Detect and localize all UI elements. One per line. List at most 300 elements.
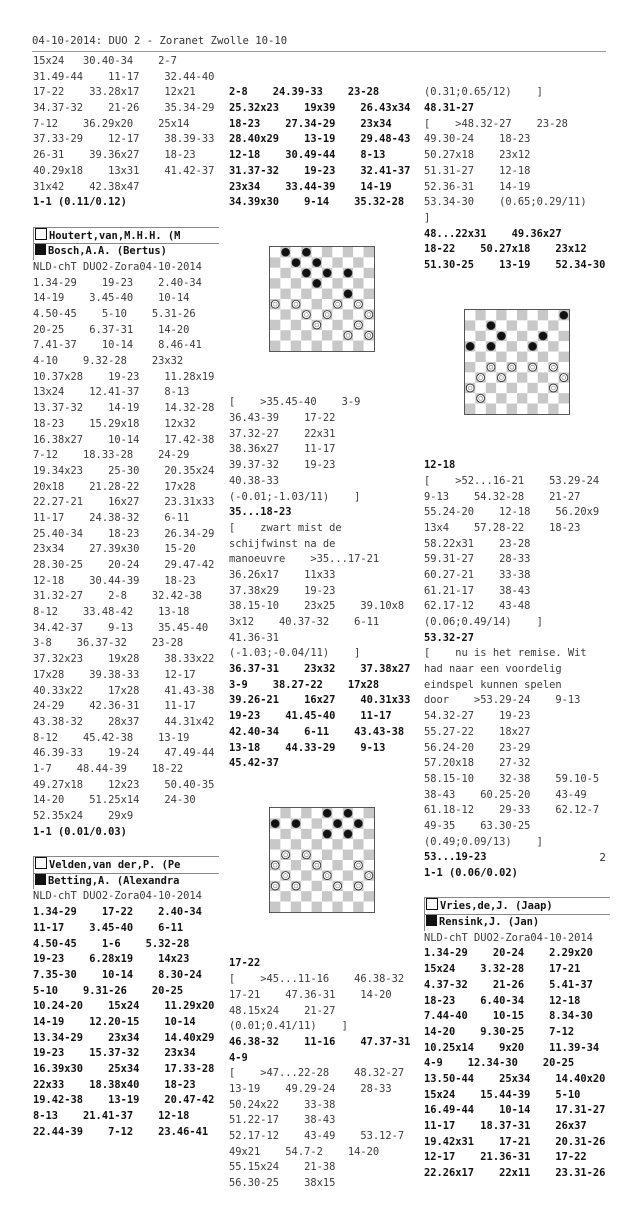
move-line <box>229 1019 415 1035</box>
line-text: 48.31-27 <box>424 102 475 115</box>
light-square <box>291 871 301 881</box>
light-square <box>364 299 374 309</box>
white-piece <box>292 301 300 309</box>
black-square-icon <box>35 244 46 255</box>
dark-square <box>364 829 374 839</box>
move-line <box>229 972 415 988</box>
light-square <box>364 258 374 268</box>
line-text: 40.29x18 13x31 41.42-37 <box>33 164 215 177</box>
move-line <box>424 117 610 133</box>
move-line <box>229 709 415 725</box>
line-text: 40.38-33 <box>229 474 280 487</box>
line-text: (0.31;0.65/12) ] <box>424 86 543 99</box>
move-line <box>229 568 415 584</box>
dark-square <box>486 383 496 393</box>
line-text: 19-23 41.45-40 11-17 <box>229 710 392 723</box>
dark-square <box>353 279 363 289</box>
light-square <box>343 902 353 912</box>
line-text: 3-8 36.37-32 23-28 <box>33 637 184 650</box>
light-square <box>353 808 363 818</box>
column-2 <box>229 54 415 1207</box>
move-line <box>33 433 219 449</box>
line-text: NLD-chT DUO2-Zora04-10-2014 <box>424 931 593 944</box>
light-square <box>507 372 517 382</box>
dark-square <box>465 320 475 330</box>
dark-square <box>332 279 342 289</box>
black-piece <box>271 820 279 828</box>
light-square <box>475 341 485 351</box>
move-line <box>229 148 415 164</box>
light-square <box>465 393 475 403</box>
move-line <box>424 164 610 180</box>
line-text: 1-1 (0.06/0.02) <box>424 867 518 880</box>
move-line <box>33 937 219 953</box>
light-square <box>312 289 322 299</box>
move-line <box>424 615 610 631</box>
move-line <box>33 1046 219 1062</box>
move-line <box>424 1041 610 1057</box>
line-text: 13x24 12.41-37 8-13 <box>33 386 190 399</box>
move-line <box>33 984 219 1000</box>
white-piece <box>354 321 362 329</box>
light-square <box>280 819 290 829</box>
dark-square <box>312 299 322 309</box>
line-text: 51.31-27 12-18 <box>424 164 531 177</box>
move-line <box>424 772 610 788</box>
light-square <box>291 808 301 818</box>
light-square <box>301 299 311 309</box>
line-text: 5-10 9.31-26 20-25 <box>33 984 184 997</box>
light-square <box>270 892 280 902</box>
move-line <box>33 527 219 543</box>
move-line <box>229 725 415 741</box>
black-piece <box>344 269 352 277</box>
move-line <box>229 1066 415 1082</box>
move-line <box>424 552 610 568</box>
move-line <box>424 962 610 978</box>
line-text: 17-22 33.28x17 12x21 <box>33 86 196 99</box>
light-square <box>332 871 342 881</box>
dark-square <box>332 320 342 330</box>
line-text: 52.17-12 43-49 53.12-7 <box>229 1130 405 1142</box>
move-line <box>424 458 610 474</box>
light-square <box>353 829 363 839</box>
light-square <box>301 279 311 289</box>
line-text: 17x28 39.38-33 12-17 <box>33 668 196 681</box>
player-white <box>33 227 219 244</box>
line-text: 13.50-44 25x34 14.40x20 <box>424 1072 606 1085</box>
light-square <box>291 310 301 320</box>
light-square <box>517 383 527 393</box>
black-piece <box>497 332 505 340</box>
dark-square <box>270 258 280 268</box>
black-piece <box>539 332 547 340</box>
move-line <box>424 931 610 947</box>
white-square-icon <box>35 857 47 869</box>
dark-square <box>343 247 353 257</box>
line-text: 4-10 9.32-28 23x32 <box>33 355 184 368</box>
move-line <box>33 85 219 101</box>
dark-square <box>538 352 548 362</box>
line-text: 7.41-37 10-14 8.46-41 <box>33 339 202 352</box>
light-square <box>559 341 569 351</box>
light-square <box>343 299 353 309</box>
line-text: [ nu is het remise. Wit <box>424 647 587 660</box>
black-piece <box>292 820 300 828</box>
light-square <box>332 289 342 299</box>
move-line <box>424 1135 610 1151</box>
line-text: 19.34x23 25-30 20.35x24 <box>33 464 215 477</box>
move-line <box>33 401 219 417</box>
dark-square <box>280 829 290 839</box>
move-line <box>229 1113 415 1129</box>
move-line <box>229 458 415 474</box>
line-text: 53.34-30 (0.65;0.29/11) <box>424 196 587 209</box>
move-line <box>33 417 219 433</box>
line-text: manoeuvre >35...17-21 <box>229 553 380 566</box>
white-piece <box>477 395 485 403</box>
light-square <box>332 829 342 839</box>
move-line <box>33 1062 219 1078</box>
line-text: 58.15-10 32-38 59.10-5 <box>424 772 600 785</box>
line-text: 43.38-32 28x37 44.31x42 <box>33 715 215 728</box>
light-square <box>559 383 569 393</box>
light-square <box>559 362 569 372</box>
line-text: 34.42-37 9-13 35.45-40 <box>33 621 209 634</box>
light-square <box>301 902 311 912</box>
line-text: 11-17 18.37-31 26x37 <box>424 1120 587 1133</box>
dark-square <box>280 892 290 902</box>
move-line <box>424 1025 610 1041</box>
moves-block-2b <box>229 395 415 772</box>
move-line <box>424 741 610 757</box>
light-square <box>301 341 311 351</box>
light-square <box>291 850 301 860</box>
line-text: 55.27-22 18x27 <box>424 725 531 738</box>
light-square <box>280 279 290 289</box>
move-line <box>229 427 415 443</box>
dark-square <box>507 383 517 393</box>
move-line <box>33 778 219 794</box>
line-text: 36.43-39 17-22 <box>229 412 336 425</box>
light-square <box>322 279 332 289</box>
move-line <box>33 101 219 117</box>
light-square <box>280 258 290 268</box>
light-square <box>486 393 496 403</box>
light-square <box>343 881 353 891</box>
line-text: NLD-chT DUO2-Zora04-10-2014 <box>33 890 202 903</box>
line-text: 8-12 33.48-42 13-18 <box>33 606 190 619</box>
move-line <box>424 537 610 553</box>
line-text: 52.35x24 29x9 <box>33 810 134 822</box>
dark-square <box>270 279 280 289</box>
moves-block-2a <box>229 85 415 211</box>
line-text: 40.33x22 17x28 41.43-38 <box>33 684 215 697</box>
light-square <box>364 320 374 330</box>
moves-block-3b <box>424 458 610 1182</box>
dark-square <box>332 902 342 912</box>
dark-square <box>291 320 301 330</box>
dark-square <box>332 860 342 870</box>
line-text: ] <box>424 211 431 224</box>
line-text: 50.24x22 33-38 <box>229 1098 336 1111</box>
line-text: [ >48.32-27 23-28 <box>424 117 568 130</box>
light-square <box>486 372 496 382</box>
light-square <box>280 840 290 850</box>
line-text: 14-19 12.20-15 10-14 <box>33 1015 196 1028</box>
dark-square <box>517 352 527 362</box>
move-line <box>33 370 219 386</box>
move-line <box>424 866 610 882</box>
move-line <box>33 1031 219 1047</box>
light-square <box>559 320 569 330</box>
line-text: 4-9 12.34-30 20-25 <box>424 1057 575 1070</box>
white-piece <box>354 862 362 870</box>
line-text: 15x24 3.32-28 17-21 <box>424 963 581 976</box>
move-line <box>33 762 219 778</box>
light-square <box>270 829 280 839</box>
dark-square <box>548 404 558 414</box>
black-square-icon <box>426 915 437 926</box>
light-square <box>270 247 280 257</box>
light-square <box>548 393 558 403</box>
line-text: Velden,van der,P. (Pe <box>49 859 181 872</box>
light-square <box>364 819 374 829</box>
dark-square <box>353 902 363 912</box>
line-text: eindspel kunnen spelen <box>424 678 562 691</box>
line-text: 49-35 63.30-25 <box>424 819 531 832</box>
light-square <box>548 331 558 341</box>
line-text: 7.35-30 10-14 8.30-24 <box>33 968 202 981</box>
move-line <box>424 1166 610 1182</box>
white-piece <box>497 374 505 382</box>
column-1 <box>33 54 219 1140</box>
dark-square <box>322 247 332 257</box>
line-text: 42.40-34 6-11 43.43-38 <box>229 725 405 738</box>
player-black <box>33 243 219 260</box>
white-piece <box>466 384 474 392</box>
move-line <box>424 994 610 1010</box>
dark-square <box>364 289 374 299</box>
line-text: (0.49;0.09/13) ] <box>424 835 543 848</box>
move-line <box>33 825 219 841</box>
light-square <box>364 860 374 870</box>
move-line <box>424 819 610 835</box>
line-text: 7-12 18.33-28 24-29 <box>33 449 190 462</box>
dark-square <box>507 404 517 414</box>
line-text: 23x34 27.39x30 15-20 <box>33 543 196 556</box>
move-line <box>424 835 610 851</box>
light-square <box>475 320 485 330</box>
line-text: 22.27-21 16x27 23.31x33 <box>33 496 215 509</box>
line-text: 1-1 (0.11/0.12) <box>33 196 127 209</box>
line-text: 31.49-44 11-17 32.44-40 <box>33 70 215 83</box>
move-line <box>33 164 219 180</box>
dark-square <box>343 310 353 320</box>
light-square <box>507 393 517 403</box>
line-text: 17-21 47.36-31 14-20 <box>229 988 392 1001</box>
move-line <box>229 117 415 133</box>
line-text: 60.27-21 33-38 <box>424 568 531 581</box>
black-piece <box>344 830 352 838</box>
dark-square <box>527 320 537 330</box>
light-square <box>332 310 342 320</box>
white-piece <box>344 332 352 340</box>
light-square <box>353 871 363 881</box>
moves-block-2c <box>229 956 415 1191</box>
move-line <box>229 132 415 148</box>
line-text: 1.34-29 17-22 2.40-34 <box>33 906 202 919</box>
line-text: 13x4 57.28-22 18-23 <box>424 521 581 534</box>
light-square <box>291 829 301 839</box>
move-line <box>424 693 610 709</box>
dark-square <box>301 871 311 881</box>
light-square <box>527 331 537 341</box>
line-text: 20x18 21.28-22 17x28 <box>33 480 196 493</box>
light-square <box>332 268 342 278</box>
line-text: 34.39x30 9-14 35.32-28 <box>229 196 405 209</box>
line-text: 31.32-27 2-8 32.42-38 <box>33 590 202 603</box>
line-text: 7-12 36.29x20 25x14 <box>33 117 190 130</box>
move-line <box>33 323 219 339</box>
dark-square <box>353 258 363 268</box>
move-line <box>424 568 610 584</box>
line-text: schijfwinst na de <box>229 537 336 550</box>
dark-square <box>280 310 290 320</box>
line-text: 11-17 3.45-40 6-11 <box>33 921 184 934</box>
line-text: 1.34-29 20-24 2.29x20 <box>424 947 593 960</box>
light-square <box>496 341 506 351</box>
line-text: 51.22-17 38-43 <box>229 1114 336 1127</box>
move-line <box>229 552 415 568</box>
move-line <box>424 803 610 819</box>
move-line <box>33 809 219 825</box>
dark-square <box>517 372 527 382</box>
board-after-45 <box>269 807 375 913</box>
dark-square <box>517 310 527 320</box>
black-piece <box>529 343 537 351</box>
line-text: 23x34 33.44-39 14-19 <box>229 180 392 193</box>
move-line <box>229 1129 415 1145</box>
move-line <box>424 132 610 148</box>
line-text: 56.30-25 38x15 <box>229 1177 336 1190</box>
line-text: had naar een voordelig <box>424 663 562 676</box>
line-text: 26-31 39.36x27 18-23 <box>33 149 196 162</box>
move-line <box>424 85 610 101</box>
move-line <box>229 1176 415 1192</box>
move-line <box>424 211 610 227</box>
line-text: 8-12 45.42-38 13-19 <box>33 731 190 744</box>
dark-square <box>343 871 353 881</box>
light-square <box>280 881 290 891</box>
move-line <box>33 1109 219 1125</box>
light-square <box>538 320 548 330</box>
move-line <box>229 411 415 427</box>
line-text: 3-9 38.27-22 17x28 <box>229 678 380 691</box>
line-text: 54.32-27 19-23 <box>424 710 531 723</box>
line-text: 22x33 18.38x40 18-23 <box>33 1078 196 1091</box>
light-square <box>280 860 290 870</box>
line-text: 11-17 24.38-32 6-11 <box>33 511 190 524</box>
dark-square <box>475 310 485 320</box>
light-square <box>538 341 548 351</box>
dark-square <box>291 902 301 912</box>
line-text: 49.27x18 12x23 50.40-35 <box>33 778 215 791</box>
dark-square <box>322 331 332 341</box>
move-line <box>424 521 610 537</box>
light-square <box>548 310 558 320</box>
dark-square <box>527 404 537 414</box>
move-line <box>33 968 219 984</box>
light-square <box>527 310 537 320</box>
light-square <box>364 840 374 850</box>
light-square <box>332 892 342 902</box>
light-square <box>270 871 280 881</box>
black-piece <box>334 820 342 828</box>
line-text: 1.34-29 19-23 2.40-34 <box>33 276 202 289</box>
line-text: 34.37-32 21-26 35.34-29 <box>33 102 215 115</box>
white-piece <box>365 872 373 880</box>
move-line <box>229 693 415 709</box>
move-line <box>229 490 415 506</box>
move-line <box>229 956 415 972</box>
dark-square <box>332 341 342 351</box>
white-piece <box>302 311 310 319</box>
light-square <box>517 341 527 351</box>
dark-square <box>280 268 290 278</box>
white-piece <box>334 301 342 309</box>
move-line <box>33 840 219 856</box>
light-square <box>322 341 332 351</box>
move-line <box>33 354 219 370</box>
black-piece <box>344 290 352 298</box>
dark-square <box>527 383 537 393</box>
dark-square <box>496 352 506 362</box>
move-line <box>424 978 610 994</box>
move-line <box>424 227 610 243</box>
line-text: NLD-chT DUO2-Zora04-10-2014 <box>33 260 202 273</box>
dark-square <box>343 892 353 902</box>
light-square <box>280 320 290 330</box>
move-line <box>33 1125 219 1141</box>
light-square <box>364 341 374 351</box>
dark-square <box>312 881 322 891</box>
move-line <box>424 1056 610 1072</box>
move-line <box>33 132 219 148</box>
move-line <box>424 1103 610 1119</box>
move-line <box>33 260 219 276</box>
light-square <box>270 310 280 320</box>
white-piece <box>302 851 310 859</box>
dark-square <box>364 892 374 902</box>
move-line <box>33 1015 219 1031</box>
line-text: 62.17-12 43-48 <box>424 600 531 613</box>
line-text: 38.15-10 23x25 39.10x8 <box>229 600 405 613</box>
move-line <box>33 605 219 621</box>
line-text: 37.33-29 12-17 38.39-33 <box>33 133 215 146</box>
light-square <box>496 320 506 330</box>
light-square <box>312 871 322 881</box>
line-text: 38-43 60.25-20 43-49 <box>424 788 587 801</box>
light-square <box>280 341 290 351</box>
page-number: 2 <box>599 852 606 864</box>
move-line <box>229 521 415 537</box>
light-square <box>559 404 569 414</box>
light-square <box>322 860 332 870</box>
light-square <box>538 383 548 393</box>
line-text: 46.39-33 19-24 47.49-44 <box>33 747 215 760</box>
light-square <box>312 808 322 818</box>
